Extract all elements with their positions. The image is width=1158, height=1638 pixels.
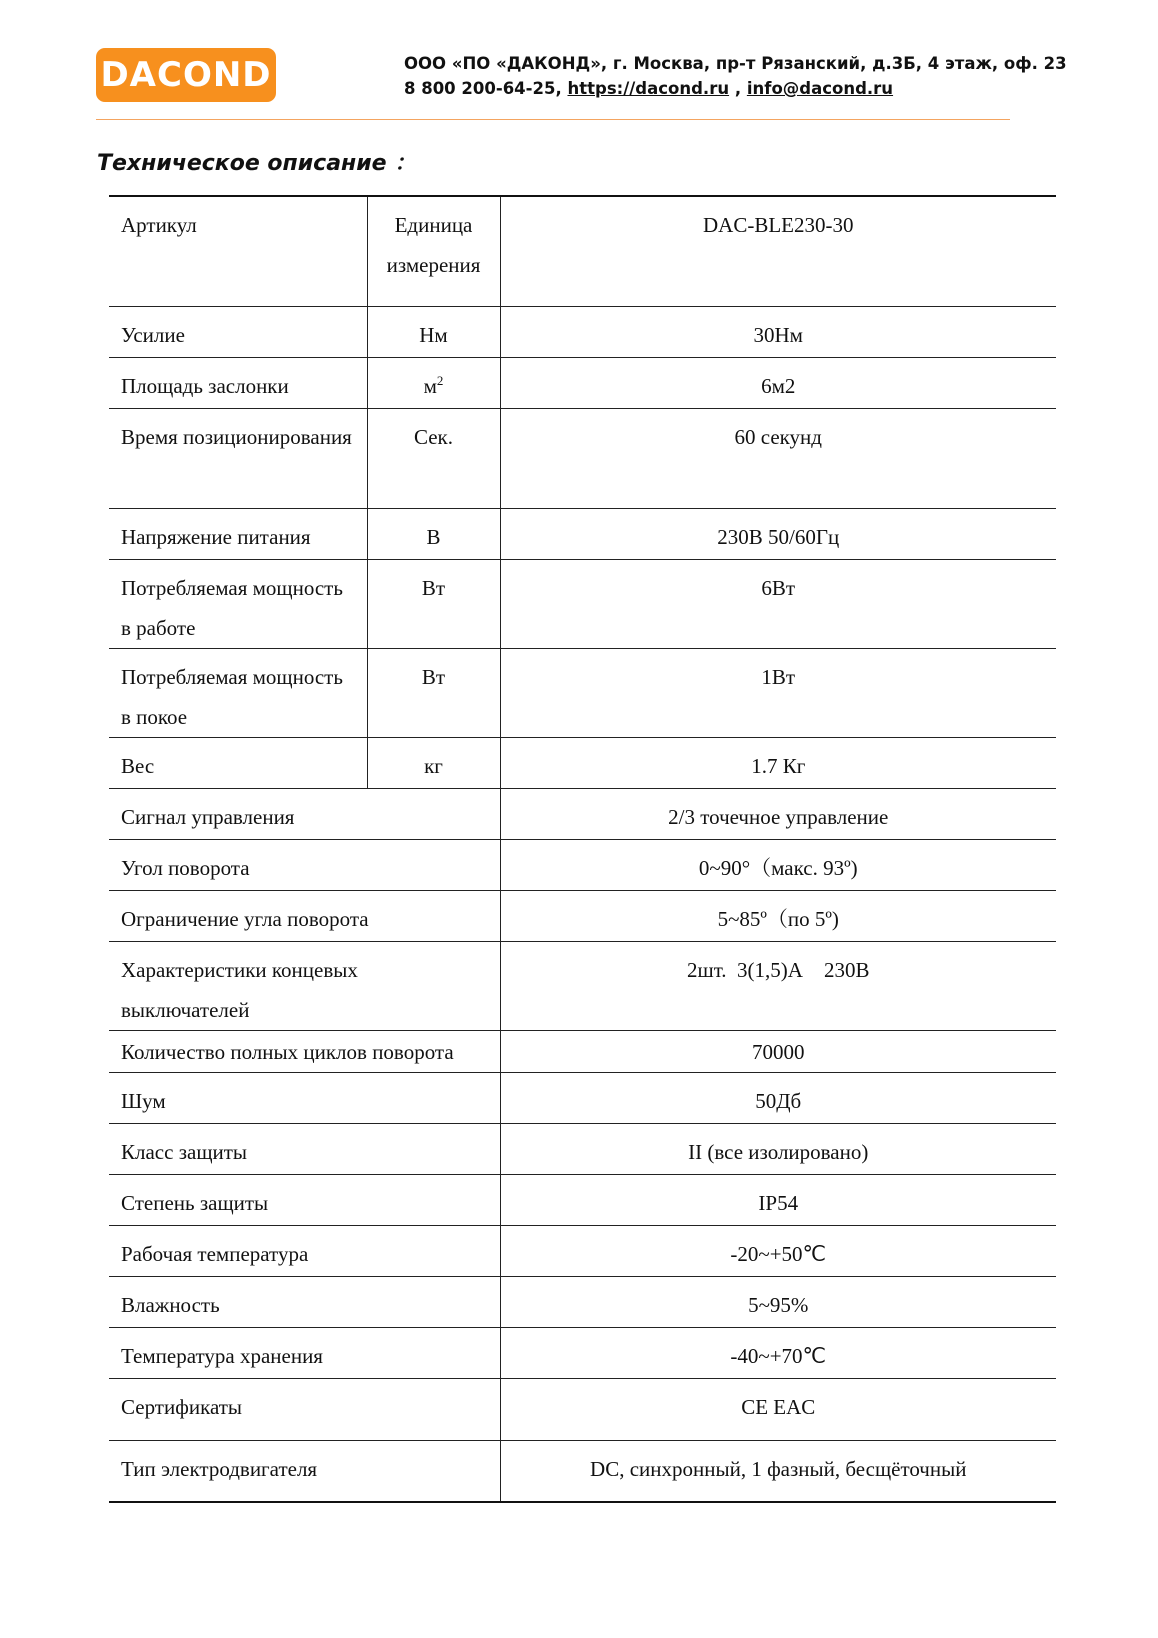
value-cell: 5~95% xyxy=(500,1276,1056,1327)
table-row xyxy=(109,1276,1056,1327)
value-cell: 1Вт xyxy=(500,648,1056,737)
unit-cell: Нм xyxy=(367,306,500,357)
param-cell: Площадь заслонки xyxy=(121,373,289,398)
spec-table xyxy=(109,195,1056,1503)
param-cell: Характеристики концевых выключателей xyxy=(121,957,358,1022)
table-header-row xyxy=(109,196,1056,306)
table-row xyxy=(109,508,1056,559)
unit-cell: В xyxy=(367,508,500,559)
param-cell: Тип электродвигателя xyxy=(121,1456,318,1481)
param-cell: Усилие xyxy=(121,322,185,347)
table-row xyxy=(109,408,1056,508)
table-row xyxy=(109,559,1056,648)
param-cell: Время позиционирования xyxy=(121,424,352,449)
table-row xyxy=(109,737,1056,788)
table-row xyxy=(109,1123,1056,1174)
value-cell: 6Вт xyxy=(500,559,1056,648)
param-cell: Потребляемая мощность в работе xyxy=(121,575,343,640)
value-cell: IP54 xyxy=(500,1174,1056,1225)
param-cell: Класс защиты xyxy=(121,1139,248,1164)
value-cell: 30Нм xyxy=(500,306,1056,357)
company-info xyxy=(404,51,1067,101)
value-cell: 5~85º（по 5º) xyxy=(500,890,1056,941)
param-cell: Ограничение угла поворота xyxy=(121,906,369,931)
table-row xyxy=(109,1378,1056,1440)
table-row xyxy=(109,839,1056,890)
value-cell: 2шт. 3(1,5)А 230В xyxy=(500,941,1056,1030)
param-cell: Шум xyxy=(121,1088,166,1113)
param-cell: Угол поворота xyxy=(121,855,250,880)
value-cell: -20~+50℃ xyxy=(500,1225,1056,1276)
table-row xyxy=(109,1225,1056,1276)
table-row xyxy=(109,890,1056,941)
company-phone: 8 800 200-64-25, xyxy=(404,79,562,98)
param-cell: Количество полных циклов поворота xyxy=(121,1039,454,1064)
param-cell: Сертификаты xyxy=(121,1394,243,1419)
value-cell: 6м2 xyxy=(500,357,1056,408)
param-cell: Рабочая температура xyxy=(121,1241,309,1266)
header-value-cell: DAC-BLE230-30 xyxy=(500,196,1056,306)
unit-cell: Вт xyxy=(367,559,500,648)
company-address: ООО «ПО «ДАКОНД», г. Москва, пр-т Рязанский, д.3Б, 4 этаж, оф. 23 xyxy=(404,54,1067,73)
value-cell: 1.7 Кг xyxy=(500,737,1056,788)
section-title: Техническое описание ： xyxy=(97,151,417,176)
param-cell: Напряжение питания xyxy=(121,524,311,549)
unit-cell: кг xyxy=(367,737,500,788)
email-link[interactable]: info@dacond.ru xyxy=(746,79,894,98)
unit-cell xyxy=(367,357,500,408)
unit-text: м xyxy=(423,373,437,398)
table-row xyxy=(109,1440,1056,1502)
website-link[interactable]: https://dacond.ru xyxy=(567,79,730,98)
table-row xyxy=(109,1327,1056,1378)
value-cell: 60 секунд xyxy=(500,408,1056,508)
value-cell: II (все изолировано) xyxy=(500,1123,1056,1174)
unit-superscript: 2 xyxy=(436,372,444,388)
param-cell: Сигнал управления xyxy=(121,804,295,829)
company-contacts xyxy=(404,76,1067,101)
param-cell: Влажность xyxy=(121,1292,220,1317)
value-cell: 2/3 точечное управление xyxy=(500,788,1056,839)
param-cell: Вес xyxy=(121,753,155,778)
value-cell: CE EAC xyxy=(500,1378,1056,1440)
contacts-separator: , xyxy=(734,79,742,98)
value-cell: 0~90°（макс. 93º) xyxy=(500,839,1056,890)
value-cell: DC, синхронный, 1 фазный, бесщёточный xyxy=(500,1440,1056,1502)
value-cell: 230В 50/60Гц xyxy=(500,508,1056,559)
table-row xyxy=(109,1030,1056,1072)
param-cell: Потребляемая мощность в покое xyxy=(121,664,343,729)
value-cell: -40~+70℃ xyxy=(500,1327,1056,1378)
unit-cell: Сек. xyxy=(367,408,500,508)
value-cell: 70000 xyxy=(500,1030,1056,1072)
param-cell: Температура хранения xyxy=(121,1343,323,1368)
table-row xyxy=(109,941,1056,1030)
value-cell: 50Дб xyxy=(500,1072,1056,1123)
param-cell: Степень защиты xyxy=(121,1190,269,1215)
table-row xyxy=(109,1072,1056,1123)
table-row xyxy=(109,357,1056,408)
table-row xyxy=(109,1174,1056,1225)
table-row xyxy=(109,306,1056,357)
unit-cell: Вт xyxy=(367,648,500,737)
table-row xyxy=(109,788,1056,839)
header-unit-cell: Единица измерения xyxy=(367,196,500,306)
header-divider xyxy=(96,119,1010,120)
table-row xyxy=(109,648,1056,737)
company-logo: DACOND xyxy=(96,48,276,102)
header-param-cell: Артикул xyxy=(121,213,197,237)
